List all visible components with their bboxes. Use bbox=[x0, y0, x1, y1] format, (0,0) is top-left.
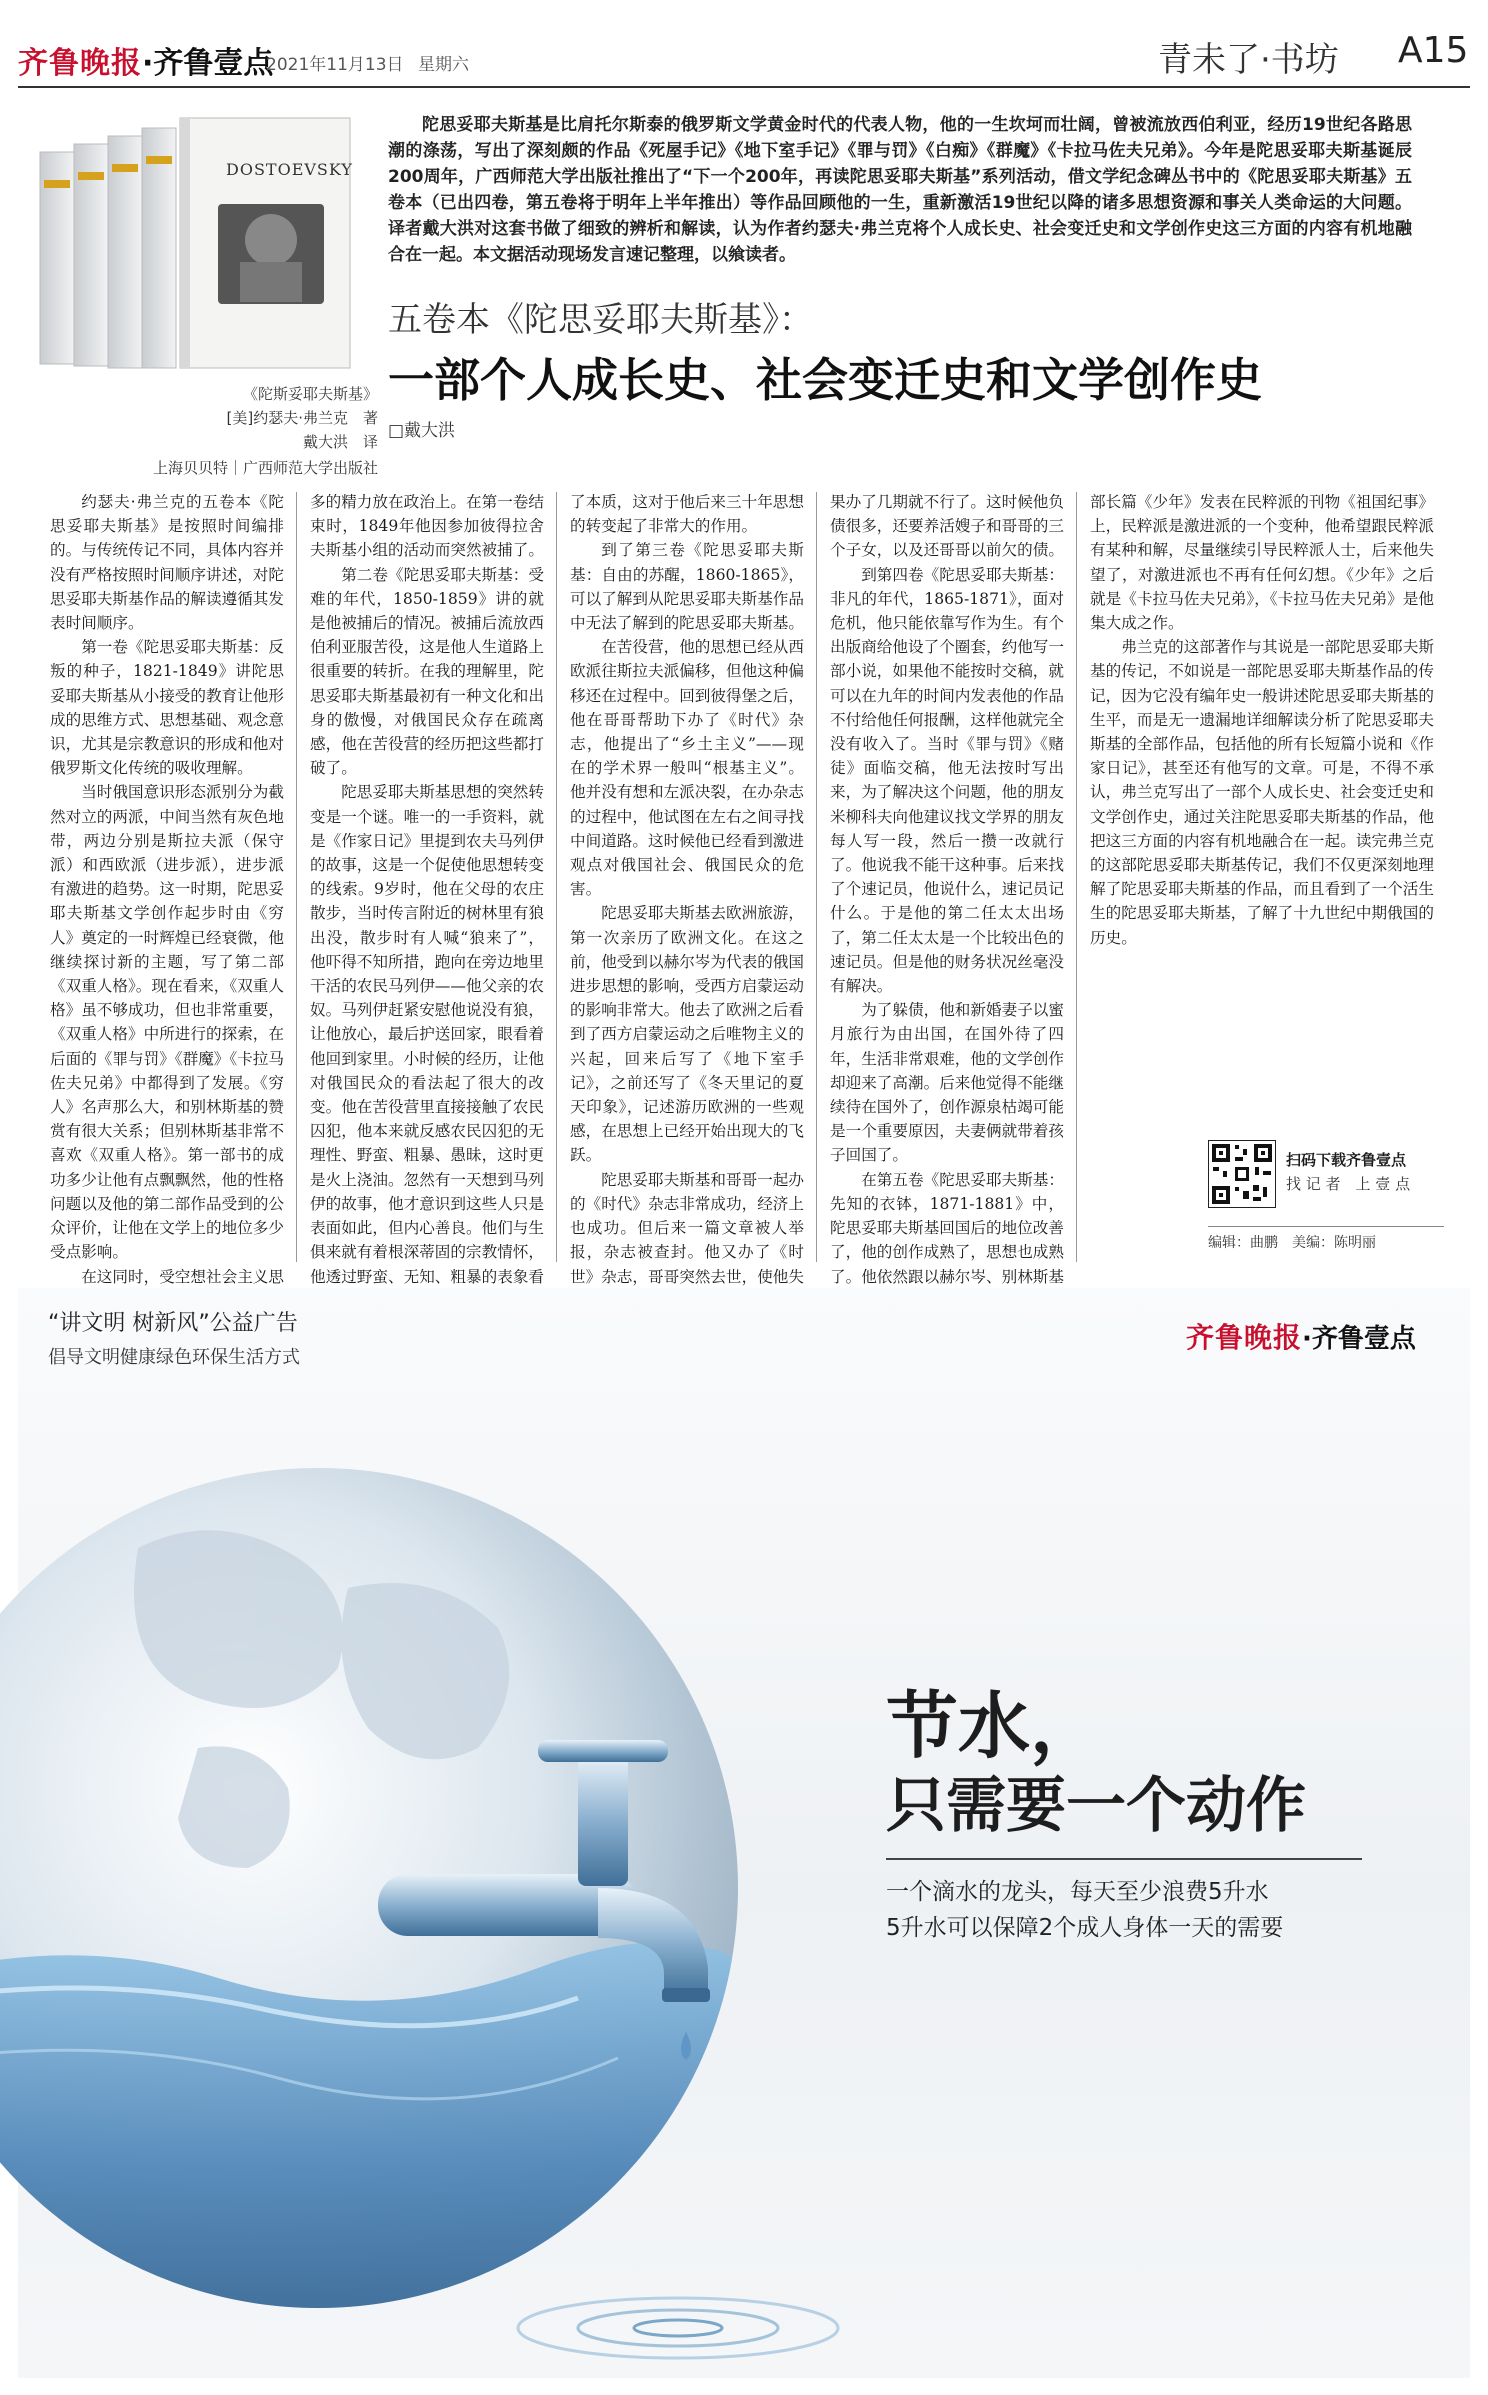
column-divider bbox=[816, 492, 817, 1262]
column-5-paragraph: 弗兰克的这部著作与其说是一部陀思妥耶夫斯基的传记，不如说是一部陀思妥耶夫斯基作品的传记，因为它没有编年史一般讲述陀思妥耶夫斯基的生平，而是无一遗漏地详细解读分析了陀思妥耶夫斯基的全部作品，包括他的所有长短篇小说和《作家日记》，甚至还有他写的文章。可是，不得不承认，弗兰克写出了一部个人成长史、社会变迁史和文学创作史，通过关注陀思妥耶夫斯基的作品，他把这三方面的内容有机地融合在一起。读完弗兰克的这部陀思妥耶夫斯基传记，我们不仅更深刻地理解了陀思妥耶夫斯基的作品，而且看到了一个活生生的陀思妥耶夫斯基，了解了十九世纪中期俄国的历史。 bbox=[1090, 638, 1434, 947]
column-divider bbox=[556, 492, 557, 1262]
article-intro: 陀思妥耶夫斯基是比肩托尔斯泰的俄罗斯文学黄金时代的代表人物，他的一生坎坷而壮阔，曾被流放西伯利亚，经历19世纪各路思潮的涤荡，写出了深刻颇的作品《死屋手记》《地下室手记》《罪与罚》《白痴》《群魔》《卡拉马佐夫兄弟》。今年是陀思妥耶夫斯基诞辰200周年，广西师范大学出版社推出了“下一个200年，再读陀思妥耶夫斯基”系列活动，借文学纪念碑丛书中的《陀思妥耶夫斯基》五卷本（已出四卷，第五卷将于明年上半年推出）等作品回顾他的一生，重新激活19世纪以降的诸多思想资源和事关人类命运的大问题。译者戴大洪对这套书做了细致的辨析和解读，认为作者约瑟夫·弗兰克将个人成长史、社会变迁史和文学创作史这三方面的内容有机地融合在一起。本文据活动现场发言速记整理，以飨读者。 bbox=[388, 115, 1412, 265]
book-cover-title: DOSTOEVSKY bbox=[226, 160, 353, 179]
qr-caption-line1: 扫码下载齐鲁壹点 bbox=[1286, 1151, 1407, 1169]
ad-line-1: 一个滴水的龙头，每天至少浪费5升水 bbox=[886, 1879, 1269, 1905]
column-4-paragraph: 到第四卷《陀思妥耶夫斯基：非凡的年代，1865-1871》，面对危机，他只能依靠写作为生。有个出版商给他设了个圈套，约他写一部小说，如果他不能按时交稿，就可以在九年的时间内发表他的作品不付给他任何报酬，这样他就完全没有收入了。当时《罪与罚》《赌徒》面临交稿，他无法按时写出来，为了解决这个问题，他的朋友米柳科夫向他建议找文学界的朋友每人写一段，然后一攒一改就行了。他说我不能干这种事。后来找了个速记员，他说什么，速记员记什么。于是他的第二任太太出场了，第二任太太是一个比较出色的速记员。但是他的财务状况丝毫没有解决。 bbox=[830, 565, 1064, 996]
column-3-paragraph: 到了第三卷《陀思妥耶夫斯基：自由的苏醒，1860-1865》，可以了解到从陀思妥耶夫斯基作品中无法了解到的陀思妥耶夫斯基。 bbox=[570, 541, 804, 633]
public-service-ad bbox=[18, 1288, 1470, 2378]
column-2-paragraph: 陀思妥耶夫斯基思想的突然转变是一个谜。唯一的一手资料，就是《作家日记》里提到农夫马列伊的故事，这是一个促使他思想转变的线索。9岁时，他在父母的农庄散步，当时传言附近的树林里有狼出没，散步时有人喊“狼来了”，他吓得不知所措，跑向在旁边地里干活的农民马列伊——他父亲的农奴。马列伊赶紧安慰他说没有狼，让他放心，最后护送回家，眼看着他回到家里。小时候的经历，让他对俄国民众的看法起了很大的改变。他在苦役营里直接接触了农民囚犯，他本来就反感农民囚犯的无理性、野蛮、粗暴、愚昧，这时更是火上浇油。忽然有一天想到马列伊的故事，他才意识到这些人只是表面如此，但内心善良。他们与生俱来就有着根深蒂固的宗教情怀，他透过野蛮、无知、粗暴的表象看 bbox=[310, 783, 544, 1286]
column-1-paragraph: 当时俄国意识形态派别分为截然对立的两派，中间当然有灰色地带，两边分别是斯拉夫派（保守派）和西欧派（进步派），进步派有激进的趋势。这一时期，陀思妥耶夫斯基文学创作起步时由《穷人》奠定的一时辉煌已经衰微，他继续探讨新的主题，写了第二部《双重人格》。现在看来，《双重人格》虽不够成功，但也非常重要，《双重人格》中所进行的探索，在后面的《罪与罚》《群魔》《卡拉马佐夫兄弟》中都得到了发展。《穷人》名声那么大，和别林斯基的赞赏有很大关系；但别林斯基非常不喜欢《双重人格》。第一部书的成功多少让他有点飘飘然，他的性格问题以及他的第二部作品受到的公众评价，让他在文学上的地位多少受点影响。 bbox=[50, 783, 284, 1262]
qr-caption bbox=[1286, 1148, 1410, 1196]
ad-line-2: 5升水可以保障2个成人身体一天的需要 bbox=[886, 1915, 1284, 1941]
book-caption-translator: 戴大洪 译 bbox=[302, 433, 378, 451]
ad-copy bbox=[886, 1684, 1446, 1946]
issue-date: 2021年11月13日 bbox=[266, 55, 404, 75]
column-2-paragraph: 第二卷《陀思妥耶夫斯基：受难的年代，1850-1859》讲的就是他被捕后的情况。被捕后流放西伯利亚服苦役，这是他人生道路上很重要的转折。在我的理解里，陀思妥耶夫斯基最初有一种文化和出身的傲慢，对俄国民众存在疏离感，他在苦役营的经历把这些都打破了。 bbox=[310, 565, 544, 778]
ad-logo-left: 齐鲁晚报 bbox=[1186, 1321, 1303, 1354]
ad-logo-right: 齐鲁壹点 bbox=[1311, 1324, 1416, 1354]
masthead-logo bbox=[18, 38, 273, 82]
article-column-4 bbox=[830, 490, 1064, 1286]
article-column-3 bbox=[570, 490, 804, 1286]
column-3-paragraph: 陀思妥耶夫斯基和哥哥一起办的《时代》杂志非常成功，经济上也成功。但后来一篇文章被人举报，杂志被查封。他又办了《时世》杂志，哥哥突然去世，使他失 bbox=[570, 1170, 804, 1286]
header-rule bbox=[18, 86, 1470, 88]
book-caption-author: [美]约瑟夫·弗兰克 著 bbox=[226, 409, 378, 427]
ad-logo bbox=[1186, 1316, 1416, 1356]
column-4-paragraph: 在第五卷《陀思妥耶夫斯基：先知的衣钵，1871-1881》中，陀思妥耶夫斯基回国后的地位改善了，他的创作成熟了，思想也成熟了。他依然跟以赫尔岑、别林斯基 bbox=[830, 1170, 1064, 1286]
logo-qilu-yidian: 齐鲁壹点 bbox=[153, 46, 274, 81]
headline-block bbox=[388, 298, 1448, 441]
article-column-1 bbox=[50, 490, 284, 1286]
section-name: 青未了·书坊 bbox=[1158, 40, 1339, 80]
ad-headline-2: 只需要一个动作 bbox=[886, 1771, 1306, 1841]
page-number: A15 bbox=[1398, 30, 1469, 71]
ad-logo-dot: · bbox=[1302, 1324, 1312, 1354]
article-headline: 一部个人成长史、社会变迁史和文学创作史 bbox=[388, 353, 1262, 407]
ad-label-sub: 倡导文明健康绿色环保生活方式 bbox=[48, 1347, 300, 1368]
column-3-paragraph: 陀思妥耶夫斯基去欧洲旅游，第一次亲历了欧洲文化。在这之前，他受到以赫尔岑为代表的俄国进步思想的影响，受西方启蒙运动的影响非常大。他去了欧洲之后看到了西方启蒙运动之后唯物主义的兴起，回来后写了《地下室手记》，之前还写了《冬天里记的夏天印象》，记述游历欧洲的一些观感，在思想上已经开始出现大的飞跃。 bbox=[570, 904, 804, 1165]
page-header bbox=[0, 0, 1488, 92]
column-3-paragraph: 在苦役营，他的思想已经从西欧派往斯拉夫派偏移，但他这种偏移还在过程中。回到彼得堡之后，他在哥哥帮助下办了《时代》杂志，他提出了“乡土主义”——现在的学术界一般叫“根基主义”。他并没有想和左派决裂，在办杂志的过程中，他试图在左右之间寻找中间道路。这时候他已经看到激进观点对俄国社会、俄国民众的危害。 bbox=[570, 638, 804, 899]
ad-label-title: “讲文明 树新风”公益广告 bbox=[48, 1311, 298, 1336]
column-4-paragraph: 果办了几期就不行了。这时候他负债很多，还要养活嫂子和哥哥的三个子女，以及还哥哥以前欠的债。 bbox=[830, 493, 1064, 560]
column-divider bbox=[296, 492, 297, 1262]
book-caption bbox=[150, 382, 378, 480]
book-set-illustration bbox=[30, 112, 360, 374]
ad-rule bbox=[886, 1858, 1362, 1860]
column-4-paragraph: 为了躲债，他和新婚妻子以蜜月旅行为由出国，在国外待了四年，生活非常艰难，他的文学创作却迎来了高潮。后来他觉得不能继续待在国外了，创作源泉枯竭可能是一个重要原因，夫妻俩就带着孩子回国了。 bbox=[830, 1001, 1064, 1165]
column-divider bbox=[1076, 492, 1077, 1262]
book-caption-publisher: 上海贝贝特｜广西师范大学出版社 bbox=[152, 459, 378, 477]
logo-qilu-evening: 齐鲁晚报 bbox=[18, 46, 142, 81]
issue-weekday: 星期六 bbox=[418, 55, 469, 75]
column-5-paragraph: 部长篇《少年》发表在民粹派的刊物《祖国纪事》上，民粹派是激进派的一个变种，他希望跟民粹派有某种和解，尽量继续引导民粹派人士，后来他失望了，对激进派也不再有任何幻想。《少年》之后就是《卡拉马佐夫兄弟》，《卡拉马佐夫兄弟》是他集大成之作。 bbox=[1090, 493, 1434, 633]
article-column-5 bbox=[1090, 490, 1434, 1102]
book-caption-title: 《陀斯妥耶夫斯基》 bbox=[242, 385, 378, 403]
ad-headline-1: 节水， bbox=[886, 1683, 1103, 1768]
article-byline: □戴大洪 bbox=[388, 421, 456, 441]
qr-code[interactable] bbox=[1208, 1140, 1276, 1208]
column-1-paragraph: 在这同时，受空想社会主义思 bbox=[81, 1267, 284, 1286]
column-1-paragraph: 第一卷《陀思妥耶夫斯基：反叛的种子，1821-1849》讲陀思妥耶夫斯基从小接受的教育让他形成的思维方式、思想基础、观念意识，尤其是宗教意识的形成和他对俄罗斯文化传统的吸收理解。 bbox=[50, 638, 284, 778]
article-kicker: 五卷本《陀思妥耶夫斯基》： bbox=[388, 300, 813, 340]
ad-label bbox=[48, 1306, 300, 1369]
page-credits: 编辑：曲鹏 美编：陈明丽 bbox=[1208, 1235, 1376, 1251]
column-1-paragraph: 约瑟夫·弗兰克的五卷本《陀思妥耶夫斯基》是按照时间编排的。与传统传记不同，具体内容并没有严格按照时间顺序讲述，对陀思妥耶夫斯基作品的解读遵循其发表时间顺序。 bbox=[50, 493, 284, 633]
book-set-image bbox=[30, 112, 360, 374]
qr-caption-line2: 找 记 者 上 壹 点 bbox=[1286, 1175, 1411, 1193]
article-column-2 bbox=[310, 490, 544, 1286]
credits-rule bbox=[1208, 1226, 1444, 1227]
logo-dot: · bbox=[142, 46, 154, 81]
column-2-paragraph: 多的精力放在政治上。在第一卷结束时，1849年他因参加彼得拉舍夫斯基小组的活动而突然被捕了。 bbox=[310, 493, 544, 560]
qr-code-icon bbox=[1209, 1141, 1275, 1207]
column-3-paragraph: 了本质，这对于他后来三十年思想的转变起了非常大的作用。 bbox=[570, 493, 804, 536]
